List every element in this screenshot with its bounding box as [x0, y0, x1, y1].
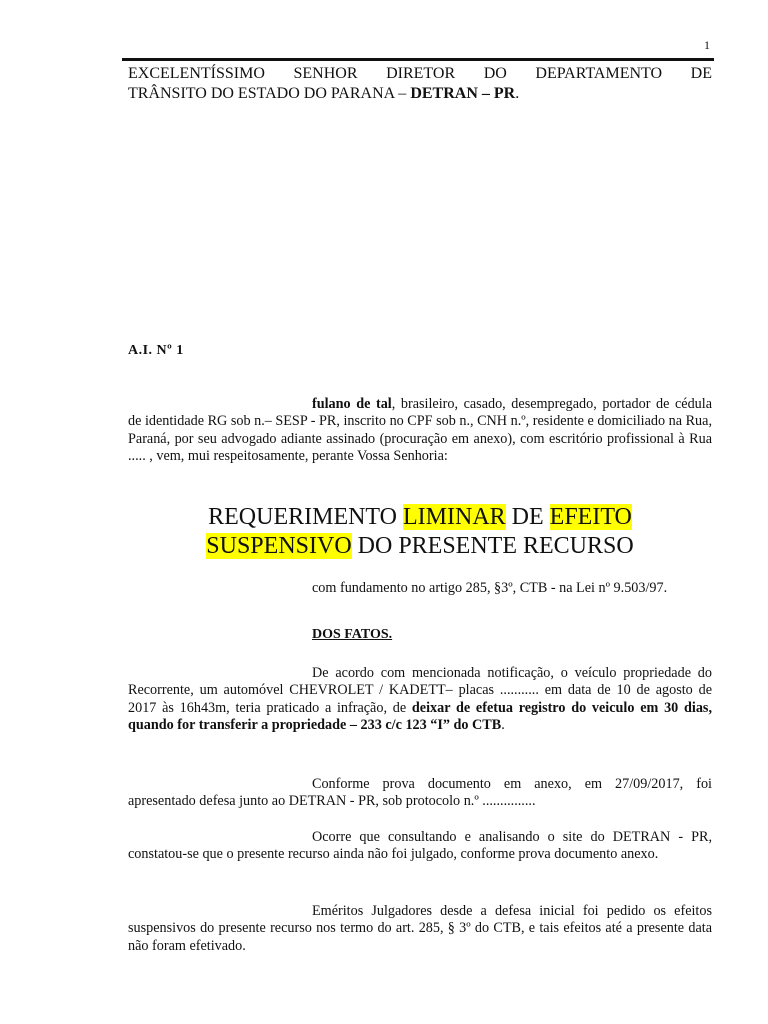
- highlight-efeito: EFEITO: [549, 504, 632, 530]
- request-title: REQUERIMENTO LIMINAR DE EFEITO SUSPENSIVO DO PRESENTE RECURSO: [206, 504, 634, 559]
- header-rule: [122, 58, 714, 61]
- fundamento-paragraph: com fundamento no artigo 285, §3º, CTB - na Lei nº 9.503/97.: [312, 580, 668, 596]
- ai-number: A.I. Nº 1: [128, 343, 184, 358]
- fatos-paragraph-3: Ocorre que consultando e analisando o site do DETRAN - PR, constatou-se que o presente recurso ainda não foi julgado, conforme prova documento anexo.: [128, 829, 712, 863]
- page-number: 1: [704, 38, 710, 52]
- addressee-line-1: EXCELENTÍSSIMO SENHOR DIRETOR DO DEPARTAMENTO DE: [128, 65, 712, 82]
- fatos-paragraph-1: De acordo com mencionada notificação, o veículo propriedade do Recorrente, um automóvel CHEVROLET / KADETT– placas ........... em data de 10 de agosto de 2017 às 16h43m, teria praticado a infração, de deixar de efetua registro do veiculo em 30 dias, quando for transferir a propriedade – 233 c/c 123 “I” do CTB.: [128, 665, 712, 733]
- intro-paragraph: fulano de tal, brasileiro, casado, desempregado, portador de cédula de identidade RG sob n.– SESP - PR, inscrito no CPF sob n., CNH n.º, residente e domiciliado na Rua, Paraná, por seu advogado adiante assinado (procuração em anexo), com escritório profissional à Rua ..... , vem, mui respeitosamente, perante Vossa Senhoria:: [128, 396, 712, 464]
- fatos-heading: DOS FATOS.: [312, 627, 393, 642]
- addressee-block: [128, 64, 712, 104]
- addressee-line-2: TRÂNSITO DO ESTADO DO PARANA – DETRAN – PR.: [128, 85, 520, 102]
- highlight-suspensivo: SUSPENSIVO: [206, 533, 352, 559]
- highlight-liminar: LIMINAR: [403, 504, 506, 530]
- fatos-paragraph-4: Eméritos Julgadores desde a defesa inicial foi pedido os efeitos suspensivos do presente recurso nos termo do art. 285, § 3º do CTB, e tais efeitos até a presente data não foram efetivado.: [128, 903, 712, 954]
- fatos-paragraph-2: Conforme prova documento em anexo, em 27/09/2017, foi apresentado defesa junto ao DETRAN - PR, sob protocolo n.º ...............: [128, 776, 712, 810]
- petitioner-name: fulano de tal: [312, 396, 392, 412]
